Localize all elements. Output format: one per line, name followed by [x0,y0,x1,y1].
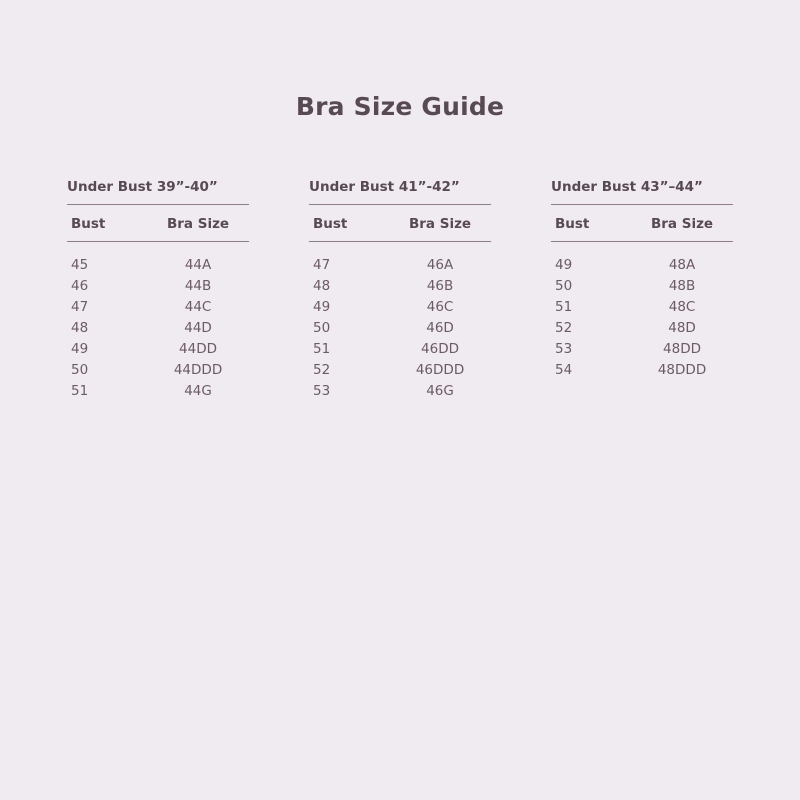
table-header-1 [67,205,249,242]
cell-bust: 49 [555,257,573,273]
table-row [67,360,249,381]
size-tables-container [0,179,800,402]
size-table-block-3 [551,179,733,402]
column-header-bra-size: Bra Size [389,205,491,242]
cell-bust: 51 [555,299,573,315]
size-table-block-2 [309,179,491,402]
table-heading-2: Under Bust 41”-42” [309,179,491,205]
table-row [309,297,491,318]
cell-bra-size: 48D [668,320,696,336]
cell-bra-size: 44G [184,383,212,399]
table-row [309,360,491,381]
table-row [67,318,249,339]
cell-bust: 49 [313,299,331,315]
table-header-row [309,205,491,242]
size-table-block-1 [67,179,249,402]
table-row [551,318,733,339]
cell-bust: 48 [71,320,89,336]
table-body-2 [309,242,491,402]
table-row [67,242,249,276]
column-header-bra-size: Bra Size [631,205,733,242]
table-row [551,339,733,360]
cell-bust: 53 [555,341,573,357]
table-row [67,297,249,318]
cell-bra-size: 44B [184,278,212,294]
cell-bra-size: 46DD [421,341,460,357]
cell-bra-size: 46G [426,383,454,399]
cell-bra-size: 46DDD [415,362,465,378]
cell-bra-size: 48C [668,299,696,315]
cell-bust: 50 [71,362,89,378]
table-body-1 [67,242,249,402]
table-row [309,242,491,276]
table-row [309,318,491,339]
cell-bra-size: 46D [426,320,454,336]
cell-bra-size: 46B [426,278,454,294]
size-table-2 [309,205,491,402]
cell-bust: 51 [313,341,331,357]
cell-bust: 53 [313,383,331,399]
cell-bra-size: 44DD [179,341,218,357]
size-table-1 [67,205,249,402]
table-row [551,360,733,381]
column-header-bra-size: Bra Size [147,205,249,242]
column-header-bust: Bust [551,205,631,242]
cell-bust: 51 [71,383,89,399]
cell-bust: 50 [313,320,331,336]
cell-bra-size: 44DDD [173,362,223,378]
cell-bra-size: 46C [426,299,454,315]
cell-bra-size: 48DDD [657,362,707,378]
cell-bust: 47 [71,299,89,315]
table-row [309,276,491,297]
table-row [551,276,733,297]
cell-bust: 46 [71,278,89,294]
cell-bust: 48 [313,278,331,294]
column-header-bust: Bust [309,205,389,242]
cell-bust: 54 [555,362,573,378]
table-heading-3: Under Bust 43”–44” [551,179,733,205]
cell-bust: 52 [313,362,331,378]
cell-bra-size: 44C [184,299,212,315]
table-body-3 [551,242,733,381]
cell-bra-size: 48DD [663,341,702,357]
table-header-3 [551,205,733,242]
table-header-row [551,205,733,242]
table-row [309,381,491,402]
table-row [551,297,733,318]
table-header-row [67,205,249,242]
cell-bra-size: 46A [426,257,454,273]
cell-bust: 50 [555,278,573,294]
cell-bra-size: 44A [184,257,212,273]
size-table-3 [551,205,733,381]
table-row [67,381,249,402]
cell-bra-size: 48A [668,257,696,273]
table-row [67,339,249,360]
table-row [309,339,491,360]
cell-bust: 45 [71,257,89,273]
cell-bra-size: 44D [184,320,212,336]
table-header-2 [309,205,491,242]
cell-bust: 47 [313,257,331,273]
table-heading-1: Under Bust 39”-40” [67,179,249,205]
page-title: Bra Size Guide [295,92,505,121]
cell-bra-size: 48B [668,278,696,294]
column-header-bust: Bust [67,205,147,242]
table-row [67,276,249,297]
cell-bust: 52 [555,320,573,336]
table-row [551,242,733,276]
cell-bust: 49 [71,341,89,357]
